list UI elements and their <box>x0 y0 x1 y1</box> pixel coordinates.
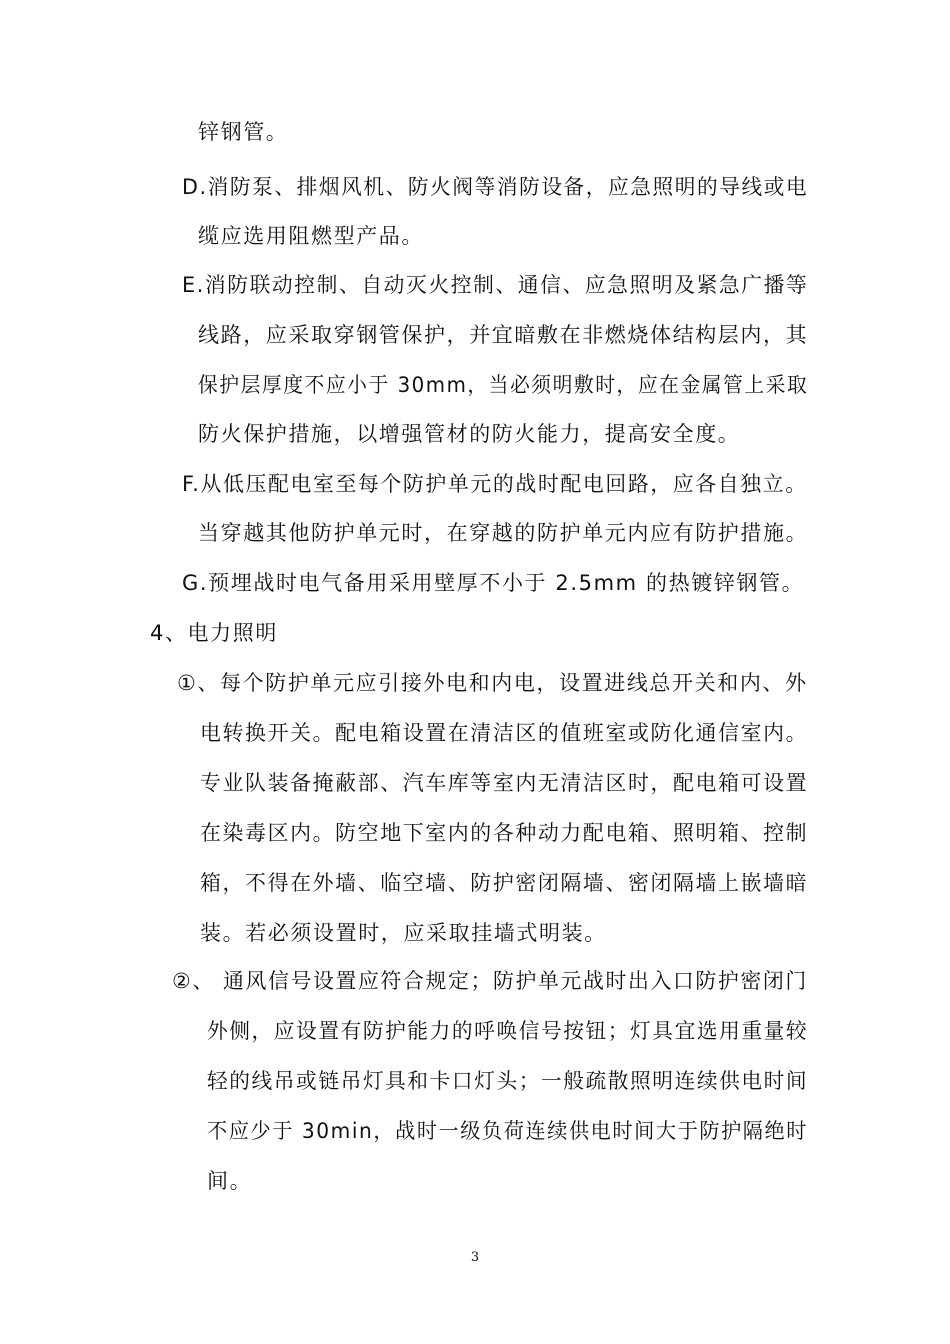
text-line: 不应少于 30min，战时一级负荷连续供电时间大于防护隔绝时 <box>207 1119 808 1143</box>
text-line: 箱，不得在外墙、临空墙、防护密闭隔墙、密闭隔墙上嵌墙暗 <box>200 871 809 895</box>
text-line: 间。 <box>207 1169 253 1193</box>
text-line: 防火保护措施，以增强管材的防火能力，提高安全度。 <box>198 422 741 446</box>
text-line: 在染毒区内。防空地下室内的各种动力配电箱、照明箱、控制 <box>200 821 809 845</box>
text-line: 缆应选用阻燃型产品。 <box>198 224 424 248</box>
text-line: 外侧，应设置有防护能力的呼唤信号按钮；灯具宜选用重量较 <box>207 1019 809 1043</box>
page-number: 3 <box>470 1250 480 1265</box>
section-heading: 4、电力照明 <box>150 621 278 645</box>
item-d-line: D.消防泵、排烟风机、防火阀等消防设备，应急照明的导线或电 <box>182 175 809 199</box>
item-2-line: ②、 通风信号设置应符合规定；防护单元战时出入口防护密闭门 <box>172 969 808 993</box>
text-line: 专业队装备掩蔽部、汽车库等室内无清洁区时，配电箱可设置 <box>200 771 809 795</box>
item-e-line: E.消防联动控制、自动灭火控制、通信、应急照明及紧急广播等 <box>182 273 809 297</box>
item-f-line: F.从低压配电室至每个防护单元的战时配电回路，应各自独立。 <box>182 472 808 496</box>
text-line: 装。若必须设置时，应采取挂墙式明装。 <box>200 921 607 945</box>
text-line: 线路，应采取穿钢管保护，并宜暗敷在非燃烧体结构层内，其 <box>198 323 809 347</box>
item-1-line: ①、每个防护单元应引接外电和内电，设置进线总开关和内、外 <box>177 671 808 695</box>
item-g-line: G.预埋战时电气备用采用壁厚不小于 2.5mm 的热镀锌钢管。 <box>182 571 805 595</box>
text-line: 锌钢管。 <box>198 120 289 144</box>
text-line: 保护层厚度不应小于 30mm，当必须明敷时，应在金属管上采取 <box>198 373 809 397</box>
text-line: 轻的线吊或链吊灯具和卡口灯头；一般疏散照明连续供电时间 <box>207 1069 809 1093</box>
text-line: 电转换开关。配电箱设置在清洁区的值班室或防化通信室内。 <box>200 721 809 745</box>
text-line: 当穿越其他防护单元时，在穿越的防护单元内应有防护措施。 <box>198 521 809 545</box>
